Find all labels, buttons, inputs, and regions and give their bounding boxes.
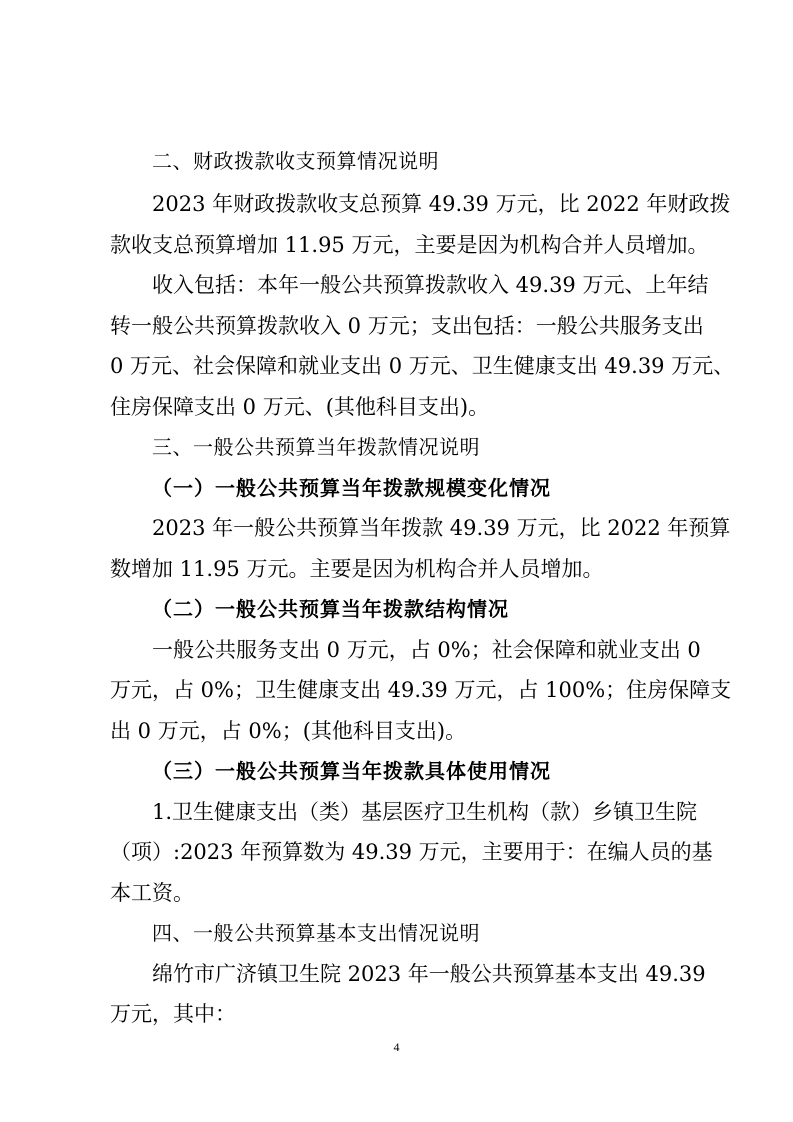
paragraph-line: 1.卫生健康支出（类）基层医疗卫生机构（款）乡镇卫生院 (152, 800, 698, 824)
paragraph-line: 住房保障支出 0 万元、(其他科目支出)。 (110, 395, 490, 419)
paragraph-line: 出 0 万元，占 0%；(其他科目支出)。 (110, 719, 467, 743)
paragraph-line: 一般公共服务支出 0 万元，占 0%；社会保障和就业支出 0 (152, 638, 701, 662)
paragraph-line: 本工资。 (110, 881, 194, 905)
paragraph-line: 收入包括：本年一般公共预算拨款收入 49.39 万元、上年结 (152, 273, 709, 297)
paragraph-line: 2023 年财政拨款收支总预算 49.39 万元，比 2022 年财政拨 (152, 192, 731, 216)
subsection-2-heading: （二）一般公共预算当年拨款结构情况 (152, 597, 509, 621)
paragraph-line: （项）:2023 年预算数为 49.39 万元，主要用于：在编人员的基 (110, 840, 713, 864)
paragraph-line: 款收支总预算增加 11.95 万元，主要是因为机构合并人员增加。 (110, 233, 709, 257)
paragraph-line: 万元，其中： (110, 1002, 236, 1026)
paragraph-line: 绵竹市广济镇卫生院 2023 年一般公共预算基本支出 49.39 (152, 962, 706, 986)
paragraph-line: 2023 年一般公共预算当年拨款 49.39 万元，比 2022 年预算 (152, 516, 731, 540)
section-2-heading: 二、财政拨款收支预算情况说明 (152, 149, 439, 173)
page-number: 4 (393, 1040, 400, 1054)
section-4-heading: 四、一般公共预算基本支出情况说明 (152, 921, 480, 945)
subsection-1-heading: （一）一般公共预算当年拨款规模变化情况 (152, 476, 551, 500)
paragraph-line: 万元，占 0%；卫生健康支出 49.39 万元，占 100%；住房保障支 (110, 678, 732, 702)
section-3-heading: 三、一般公共预算当年拨款情况说明 (152, 435, 480, 459)
paragraph-line: 0 万元、社会保障和就业支出 0 万元、卫生健康支出 49.39 万元、 (110, 354, 735, 378)
paragraph-line: 数增加 11.95 万元。主要是因为机构合并人员增加。 (110, 557, 604, 581)
paragraph-line: 转一般公共预算拨款收入 0 万元；支出包括：一般公共服务支出 (110, 314, 704, 338)
subsection-3-heading: （三）一般公共预算当年拨款具体使用情况 (152, 759, 551, 783)
